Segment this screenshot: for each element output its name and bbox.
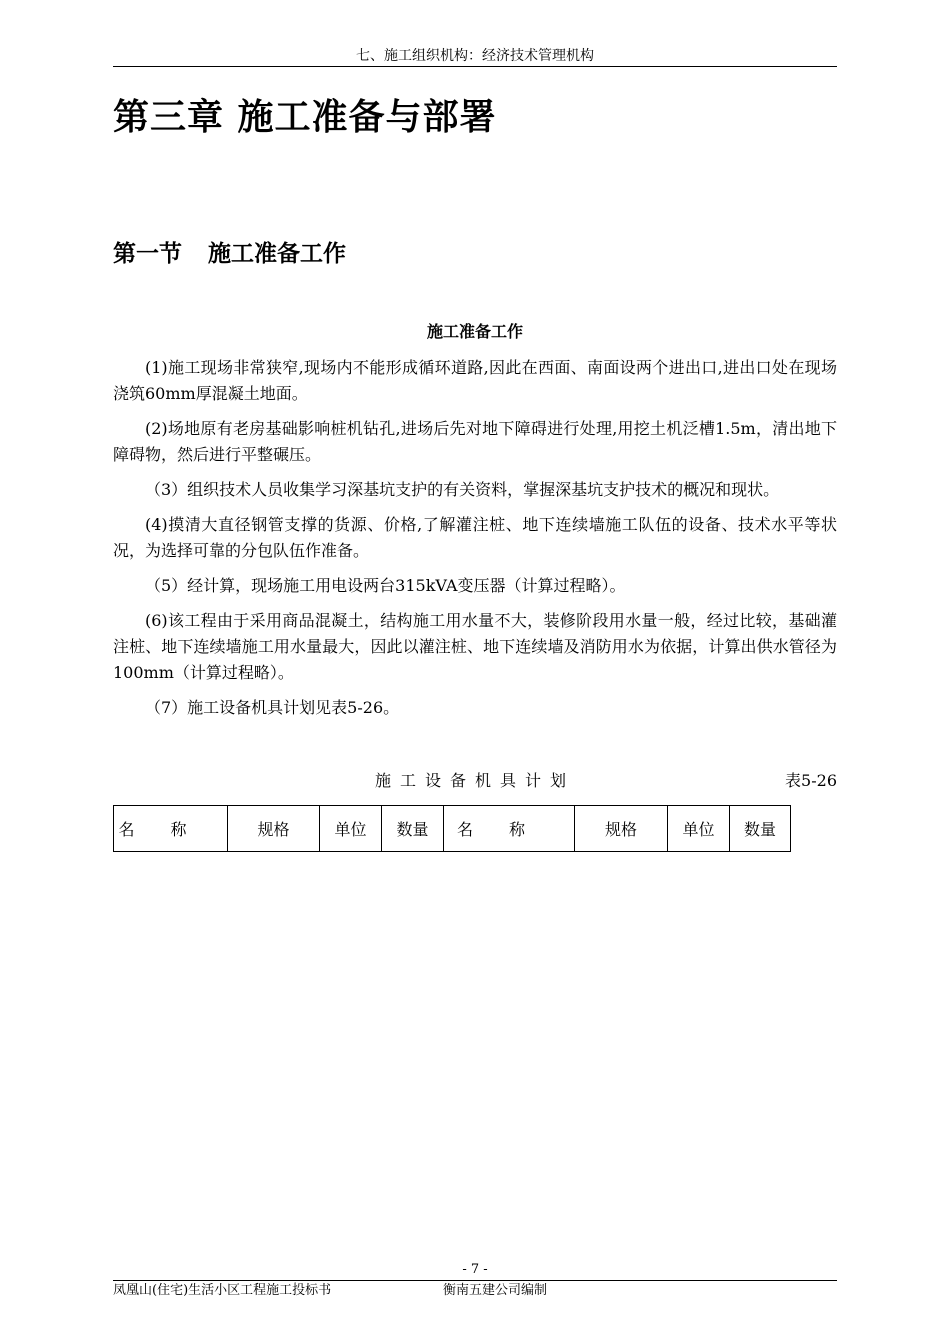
footer-project-name: 凤凰山(住宅)生活小区工程施工投标书 — [113, 1283, 332, 1298]
paragraph: （7）施工设备机具计划见表5-26。 — [145, 698, 400, 717]
table-header-cell: 名称 — [444, 806, 575, 852]
footer-rule — [113, 1280, 837, 1281]
table-header-cell: 规格 — [575, 806, 668, 852]
footer-author: 衡南五建公司编制 — [443, 1283, 548, 1298]
page-number: - 7 - — [462, 1262, 488, 1277]
paragraph: (6)该工程由于采用商品混凝土，结构施工用水量不大，装修阶段用水量一般，经过比较，基础灌注桩、地下连续墙施工用水量最大，因此以灌注桩、地下连续墙及消防用水为依据，计算出供水管径为100mm（计算过程略）。 — [113, 611, 837, 682]
subsection-title: 施工准备工作 — [426, 322, 523, 341]
running-header: 七、施工组织机构：经济技术管理机构 — [356, 48, 594, 64]
paragraph: （5）经计算，现场施工用电设两台315kVA变压器（计算过程略）。 — [145, 576, 626, 595]
section-heading — [113, 238, 346, 270]
table-header-row — [114, 806, 791, 852]
table-header-cell: 数量 — [730, 806, 791, 852]
table-header-cell: 数量 — [382, 806, 444, 852]
section-title: 施工准备工作 — [208, 241, 346, 267]
table-header-cell: 规格 — [228, 806, 320, 852]
paragraph: (1)施工现场非常狭窄,现场内不能形成循环道路,因此在西面、南面设两个进出口,进出口处在现场浇筑60mm厚混凝土地面。 — [113, 358, 837, 403]
section-number: 第一节 — [113, 241, 182, 267]
table-number: 表5-26 — [785, 771, 837, 790]
body-text — [113, 355, 837, 730]
paragraph: (4)摸清大直径钢管支撑的货源、价格,了解灌注桩、地下连续墙施工队伍的设备、技术水平等状况，为选择可靠的分包队伍作准备。 — [113, 515, 837, 560]
table-header-cell: 单位 — [320, 806, 382, 852]
table-header-cell: 单位 — [668, 806, 730, 852]
paragraph: (2)场地原有老房基础影响桩机钻孔,进场后先对地下障碍进行处理,用挖土机泛槽1.5m，清出地下障碍物，然后进行平整碾压。 — [113, 419, 837, 464]
table-caption: 施工设备机具计划 — [375, 771, 576, 790]
chapter-title: 第三章 施工准备与部署 — [113, 97, 497, 138]
table-header-cell: 名称 — [114, 806, 228, 852]
paragraph: （3）组织技术人员收集学习深基坑支护的有关资料，掌握深基坑支护技术的概况和现状。 — [145, 480, 780, 499]
equipment-table — [113, 805, 791, 852]
header-rule — [113, 66, 837, 67]
